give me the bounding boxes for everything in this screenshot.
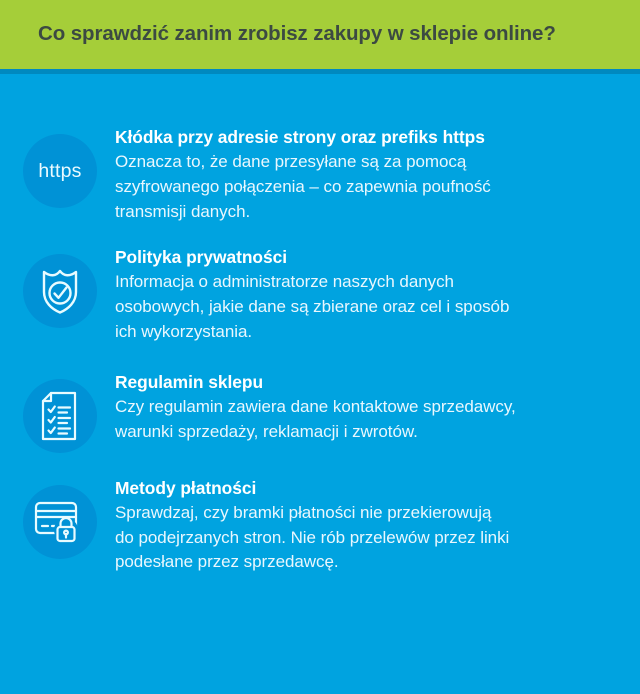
list-item	[0, 477, 640, 575]
body-line: do podejrzanych stron. Nie rób przelewów przez linki	[115, 527, 510, 547]
icon-container	[14, 371, 106, 453]
body-line: Oznacza to, że dane przesyłane są za pomocą	[115, 151, 467, 171]
shield-check-glyph	[36, 266, 84, 316]
body-line: Czy regulamin zawiera dane kontaktowe sprzedawcy,	[115, 396, 516, 416]
body-line: osobowych, jakie dane są zbierane oraz cel i sposób	[115, 297, 510, 317]
item-body	[115, 270, 622, 344]
text-column	[106, 477, 622, 575]
icon-container	[14, 246, 106, 328]
text-column	[106, 371, 622, 445]
list-item	[0, 371, 640, 453]
icon-container	[14, 126, 106, 208]
item-title: Metody płatności	[115, 477, 257, 498]
header-banner	[0, 0, 640, 69]
shield-check-icon	[23, 254, 97, 328]
sections-list	[0, 74, 640, 575]
body-line: warunki sprzedaży, reklamacji i zwrotów.	[115, 421, 418, 441]
item-body	[115, 395, 622, 445]
item-title: Polityka prywatności	[115, 247, 287, 268]
credit-card-lock-icon	[23, 485, 97, 559]
body-line: podesłane przez sprzedawcę.	[115, 552, 339, 572]
text-column	[106, 126, 622, 224]
checklist-document-glyph	[39, 391, 81, 441]
body-line: Sprawdzaj, czy bramki płatności nie przekierowują	[115, 502, 492, 522]
icon-container	[14, 477, 106, 559]
https-badge-icon	[23, 134, 97, 208]
body-line: szyfrowanego połączenia – co zapewnia poufność	[115, 176, 491, 196]
body-line: ich wykorzystania.	[115, 322, 253, 341]
page-title: Co sprawdzić zanim zrobisz zakupy w sklepie online?	[38, 22, 556, 46]
list-item	[0, 246, 640, 344]
item-title: Regulamin sklepu	[115, 371, 264, 392]
checklist-document-icon	[23, 379, 97, 453]
body-line: transmisji danych.	[115, 201, 251, 221]
item-body	[115, 501, 622, 575]
body-line: Informacja o administratorze naszych danych	[115, 272, 454, 292]
text-column	[106, 246, 622, 344]
item-title: Kłódka przy adresie strony oraz prefiks https	[115, 127, 485, 147]
item-body	[115, 150, 622, 224]
credit-card-lock-glyph	[34, 499, 86, 545]
https-label: https	[38, 159, 82, 182]
list-item	[0, 126, 640, 224]
